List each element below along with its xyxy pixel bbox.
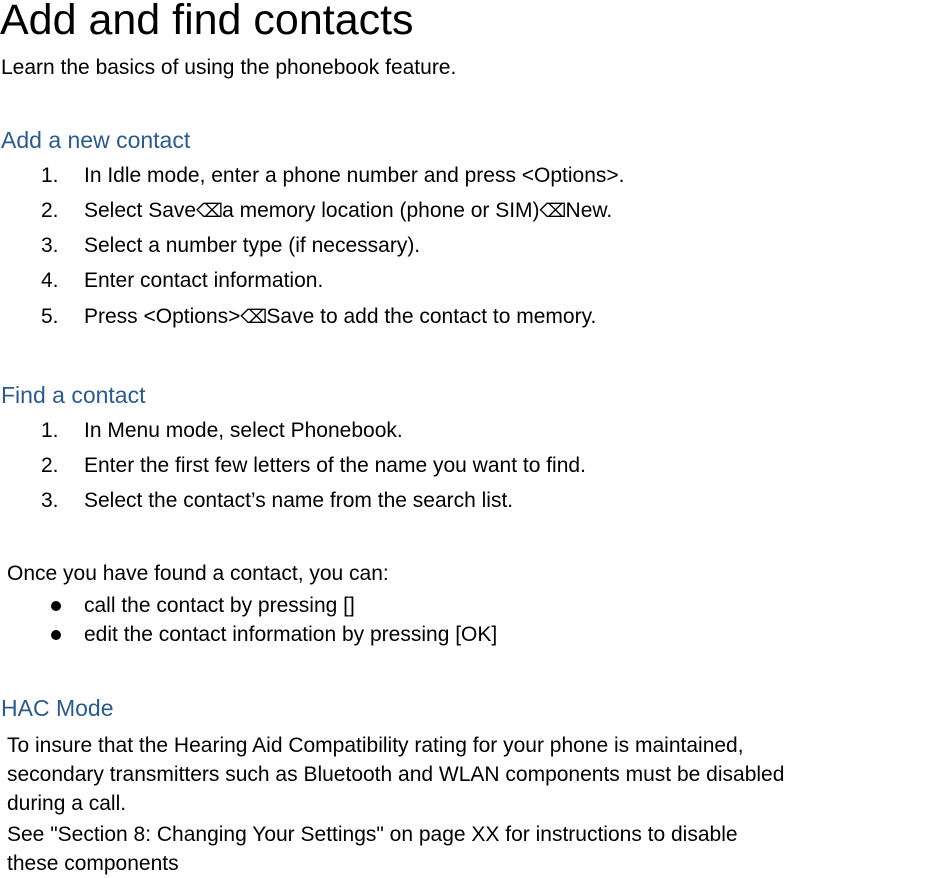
step-number: 4. bbox=[41, 269, 59, 292]
hac-line-1: To insure that the Hearing Aid Compatibility rating for your phone is maintained, bbox=[7, 734, 744, 757]
hac-line-4: See "Section 8: Changing Your Settings" on page XX for instructions to disable bbox=[7, 823, 738, 846]
step-number: 2. bbox=[41, 454, 59, 477]
step-number: 3. bbox=[41, 489, 59, 512]
bullet-text: call the contact by pressing [] bbox=[84, 594, 355, 617]
add-contact-heading: Add a new contact bbox=[1, 127, 191, 153]
step-text: Select Save⌫a memory location (phone or SIM)⌫New. bbox=[84, 197, 612, 225]
step-text: Enter the first few letters of the name you want to find. bbox=[84, 454, 586, 477]
found-contact-intro: Once you have found a contact, you can: bbox=[7, 562, 389, 585]
step-text: Select a number type (if necessary). bbox=[84, 234, 421, 257]
step-text: Press <Options>⌫Save to add the contact to memory. bbox=[84, 303, 596, 331]
hac-mode-heading: HAC Mode bbox=[1, 695, 114, 721]
hac-line-2: secondary transmitters such as Bluetooth and WLAN components must be disabled bbox=[7, 763, 785, 786]
step-number: 3. bbox=[41, 234, 59, 257]
step-text: In Idle mode, enter a phone number and press <Options>. bbox=[84, 164, 625, 187]
arrow-separator-icon: ⌫ bbox=[240, 306, 268, 328]
arrow-separator-icon: ⌫ bbox=[539, 200, 567, 222]
find-contact-heading: Find a contact bbox=[1, 382, 146, 408]
hac-line-5: these components bbox=[7, 852, 179, 875]
arrow-separator-icon: ⌫ bbox=[196, 200, 223, 222]
page-title: Add and find contacts bbox=[0, 0, 414, 44]
bullet-dot-icon bbox=[51, 630, 61, 640]
bullet-text: edit the contact information by pressing [OK] bbox=[84, 623, 498, 646]
step-number: 1. bbox=[41, 419, 59, 442]
hac-line-3: during a call. bbox=[7, 792, 127, 815]
page-subtitle: Learn the basics of using the phonebook feature. bbox=[1, 56, 457, 79]
step-number: 2. bbox=[41, 199, 59, 222]
step-text: Enter contact information. bbox=[84, 269, 324, 292]
step-text: Select the contact’s name from the search list. bbox=[84, 489, 514, 512]
step-number: 1. bbox=[41, 164, 59, 187]
step-number: 5. bbox=[41, 305, 59, 328]
step-text: In Menu mode, select Phonebook. bbox=[84, 419, 403, 442]
bullet-dot-icon bbox=[51, 601, 61, 611]
